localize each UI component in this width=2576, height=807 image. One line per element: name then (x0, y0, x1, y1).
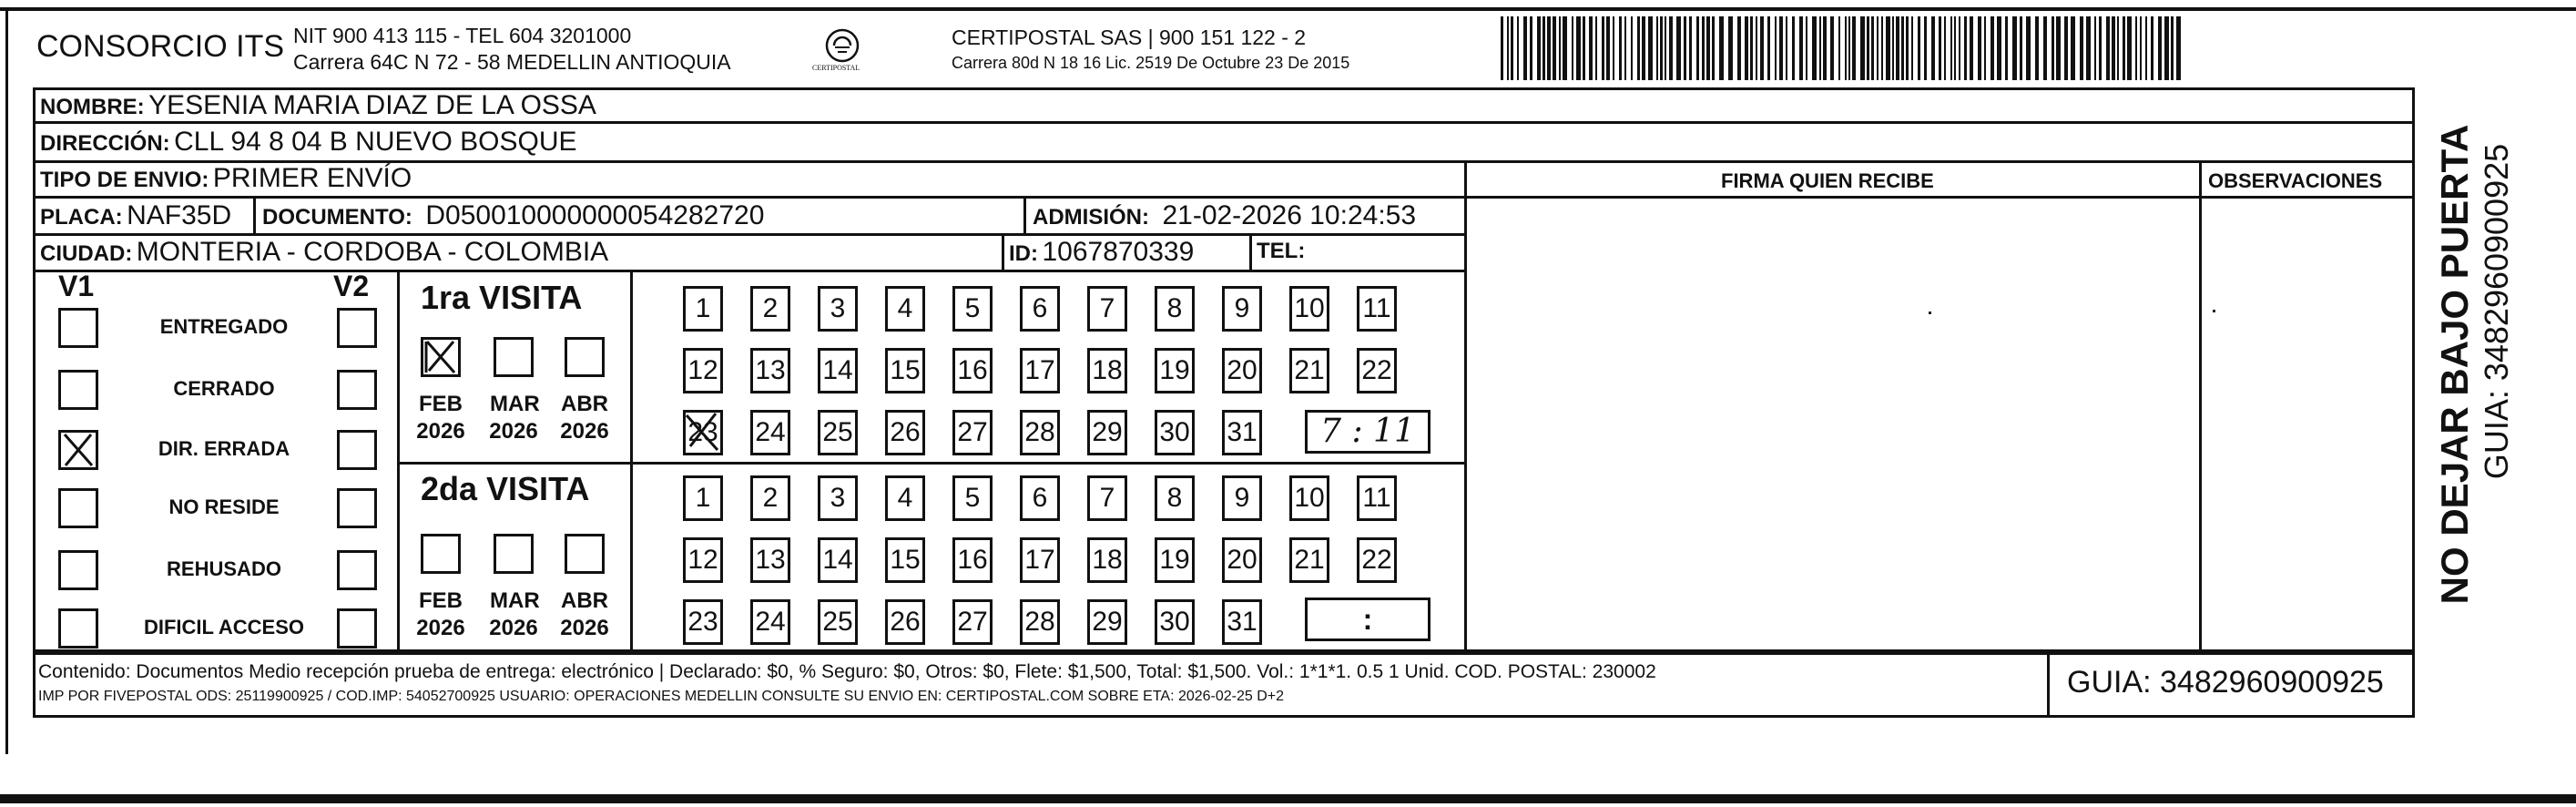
year-label: 2026 (416, 419, 465, 444)
second-visit-day-box[interactable] (1020, 537, 1060, 583)
first-visit-day-box[interactable] (683, 348, 723, 393)
day-number: 21 (1294, 545, 1325, 575)
ciudad-field (40, 237, 608, 268)
day-number: 31 (1227, 607, 1257, 637)
id-field (1009, 237, 1194, 268)
year-label: 2026 (489, 419, 538, 444)
day-number: 29 (1092, 417, 1123, 447)
first-visit-time: 7 : 11 (1320, 413, 1415, 450)
left-rule (5, 7, 8, 754)
day-number: 15 (890, 355, 921, 385)
day-number: 7 (1099, 293, 1115, 323)
day-number: 1 (695, 293, 711, 323)
first-visit-day-box[interactable] (818, 348, 858, 393)
day-number: 11 (1362, 483, 1391, 513)
year-label: 2026 (489, 616, 538, 640)
v2-checkbox[interactable] (337, 370, 377, 410)
second-visit-day-box[interactable] (1155, 537, 1195, 583)
second-visit-day-box[interactable] (1155, 475, 1195, 521)
day-number: 13 (755, 355, 786, 385)
day-number: 19 (1159, 545, 1190, 575)
month-label: FEB (419, 588, 463, 613)
first-visit-day-box[interactable] (1357, 348, 1397, 393)
second-visit-day-box[interactable] (1020, 475, 1060, 521)
second-visit-day-box[interactable] (952, 599, 993, 645)
v1-checkbox[interactable] (58, 308, 98, 348)
id-value: 1067870339 (1042, 237, 1195, 267)
second-visit-day-box[interactable] (1087, 475, 1127, 521)
first-visit-day-box[interactable] (1020, 410, 1060, 455)
v1-checkbox[interactable] (58, 370, 98, 410)
direccion-label: DIRECCIÓN: (40, 131, 170, 156)
first-visit-day-box[interactable] (1087, 410, 1127, 455)
second-visit-month-checkbox[interactable] (565, 534, 605, 574)
v2-checkbox[interactable] (337, 550, 377, 590)
company-nit: NIT 900 413 115 - TEL 604 3201000 (293, 24, 632, 47)
status-label: ENTREGADO (159, 315, 289, 338)
day-number: 8 (1166, 293, 1183, 323)
status-label: DIR. ERRADA (158, 437, 290, 460)
day-number: 14 (822, 355, 853, 385)
first-visit-day-box[interactable] (885, 410, 925, 455)
day-number: 4 (897, 483, 913, 513)
row-divider (33, 270, 1467, 272)
status-label: DIFICIL ACCESO (143, 616, 304, 638)
second-visit-day-box[interactable] (1020, 599, 1060, 645)
day-number: 30 (1159, 607, 1190, 637)
company-name: CONSORCIO ITS (36, 29, 285, 64)
year-label: 2026 (416, 616, 465, 640)
day-number: 17 (1024, 355, 1055, 385)
second-visit-day-box[interactable] (885, 599, 925, 645)
second-visit-day-box[interactable] (1222, 475, 1262, 521)
v1-checkbox[interactable] (58, 608, 98, 649)
day-number: 14 (822, 545, 853, 575)
documento-field (262, 200, 764, 231)
first-visit-time-box[interactable] (1305, 410, 1431, 454)
id-divider (1002, 233, 1004, 270)
top-rule (0, 7, 2576, 11)
certipostal-line2: Carrera 80d N 18 16 Lic. 2519 De Octubre 23 De 2015 (952, 54, 1350, 72)
month-label: MAR (490, 392, 540, 416)
certipostal-logo-icon (810, 26, 874, 80)
firma-area[interactable] (1467, 199, 2197, 650)
first-visit-day-box[interactable] (1020, 348, 1060, 393)
footer-contenido: Contenido: Documentos Medio recepción prueba de entrega: electrónico | Declarado: $0, % Seguro: $0, Otros: $0, Flete: $1,500, Total: $1,500. Vol.: 1*1*1. 0.5 1 Unid. COD. POSTAL: 230002 (38, 661, 1656, 682)
first-visit-day-box[interactable] (885, 286, 925, 332)
first-visit-day-box[interactable] (1155, 410, 1195, 455)
second-visit-day-box[interactable] (683, 599, 723, 645)
second-visit-day-box[interactable] (1357, 475, 1397, 521)
firma-label: FIRMA QUIEN RECIBE (1721, 169, 1934, 192)
day-number: 26 (890, 607, 921, 637)
second-visit-day-box[interactable] (885, 537, 925, 583)
day-number: 22 (1361, 355, 1392, 385)
documento-label: DOCUMENTO: (262, 205, 412, 230)
speck (1929, 312, 1931, 314)
second-visit-day-box[interactable] (1087, 537, 1127, 583)
first-visit-day-box[interactable] (952, 348, 993, 393)
first-visit-month-checkbox[interactable] (421, 337, 461, 377)
day-number: 9 (1234, 293, 1250, 323)
month-label: FEB (419, 392, 463, 416)
second-visit-day-box[interactable] (750, 599, 790, 645)
admision-field (1033, 200, 1416, 231)
day-number: 16 (957, 355, 988, 385)
tel-label: TEL: (1257, 239, 1306, 263)
first-visit-day-box[interactable] (1222, 410, 1262, 455)
day-number: 25 (822, 607, 853, 637)
second-visit-day-box[interactable] (1087, 599, 1127, 645)
day-number: 5 (964, 483, 981, 513)
day-cross-mark (683, 410, 723, 454)
day-number: 15 (890, 545, 921, 575)
day-number: 11 (1362, 293, 1391, 323)
first-visit-day-box[interactable] (750, 348, 790, 393)
day-number: 6 (1032, 293, 1048, 323)
second-visit-day-box[interactable] (1155, 599, 1195, 645)
first-visit-day-box[interactable] (1289, 348, 1329, 393)
day-number: 3 (830, 293, 846, 323)
v1-checkbox[interactable] (58, 550, 98, 590)
second-visit-day-box[interactable] (952, 475, 993, 521)
first-visit-month-checkbox[interactable] (565, 337, 605, 377)
month-label: ABR (561, 588, 608, 613)
first-visit-title: 1ra VISITA (421, 279, 583, 316)
placa-divider (253, 196, 256, 233)
day-number: 5 (964, 293, 981, 323)
side-warning: NO DEJAR BAJO PUERTA (2433, 124, 2476, 605)
v2-checkbox[interactable] (337, 608, 377, 649)
day-number: 25 (822, 417, 853, 447)
second-visit-title: 2da VISITA (421, 470, 590, 507)
day-number: 20 (1227, 545, 1257, 575)
company-address: Carrera 64C N 72 - 58 MEDELLIN ANTIOQUIA (293, 50, 731, 74)
day-number: 10 (1294, 293, 1325, 323)
day-number: 19 (1159, 355, 1190, 385)
tipo-value: PRIMER ENVÍO (212, 163, 412, 193)
status-label: NO RESIDE (168, 495, 280, 518)
first-visit-day-box[interactable] (818, 286, 858, 332)
v1-checkbox[interactable] (58, 430, 98, 470)
barcode (1501, 16, 2184, 80)
day-number: 12 (687, 355, 718, 385)
second-visit-day-box[interactable] (952, 537, 993, 583)
day-number: 7 (1099, 483, 1115, 513)
day-number: 21 (1294, 355, 1325, 385)
ciudad-value: MONTERIA - CORDOBA - COLOMBIA (136, 237, 609, 267)
day-number: 17 (1024, 545, 1055, 575)
second-visit-day-box[interactable] (750, 475, 790, 521)
day-number: 16 (957, 545, 988, 575)
v1-label: V1 (58, 270, 95, 302)
first-visit-day-box[interactable] (885, 348, 925, 393)
tipo-row (40, 163, 412, 194)
day-number: 12 (687, 545, 718, 575)
side-guia: GUIA: 3482960900925 (2478, 143, 2515, 480)
direccion-row (40, 127, 577, 158)
second-visit-day-box[interactable] (1289, 475, 1329, 521)
v2-label: V2 (333, 270, 370, 302)
second-visit-day-box[interactable] (683, 537, 723, 583)
second-visit-day-box[interactable] (1289, 537, 1329, 583)
day-number: 18 (1092, 355, 1123, 385)
documento-value: D050010000000054282720 (425, 200, 765, 230)
second-visit-day-box[interactable] (818, 475, 858, 521)
day-number: 24 (755, 417, 786, 447)
day-number: 26 (890, 417, 921, 447)
tipo-label: TIPO DE ENVIO: (40, 168, 209, 192)
second-visit-day-box[interactable] (1357, 537, 1397, 583)
second-visit-month-checkbox[interactable] (494, 534, 534, 574)
first-visit-day-box[interactable] (1289, 286, 1329, 332)
certipostal-logo-text: CERTIPOSTAL (812, 64, 860, 72)
day-number: 23 (687, 607, 718, 637)
observaciones-area[interactable] (2202, 199, 2413, 650)
first-visit-day-box[interactable] (818, 410, 858, 455)
observaciones-label: OBSERVACIONES (2208, 169, 2383, 192)
day-number: 24 (755, 607, 786, 637)
first-visit-day-box[interactable] (1222, 286, 1262, 332)
first-visit-day-box[interactable] (1155, 348, 1195, 393)
placa-value: NAF35D (127, 200, 232, 230)
day-number: 28 (1024, 607, 1055, 637)
first-visit-day-box[interactable] (750, 286, 790, 332)
status-label: REHUSADO (167, 557, 281, 580)
day-number: 13 (755, 545, 786, 575)
v2-checkbox[interactable] (337, 308, 377, 348)
day-number: 8 (1166, 483, 1183, 513)
day-number: 29 (1092, 607, 1123, 637)
month-label: MAR (490, 588, 540, 613)
second-visit-month-checkbox[interactable] (421, 534, 461, 574)
placa-field (40, 200, 231, 231)
v2-checkbox[interactable] (337, 488, 377, 528)
placa-label: PLACA: (40, 205, 123, 230)
second-visit-day-box[interactable] (750, 537, 790, 583)
id-label: ID: (1009, 241, 1038, 266)
second-visit-day-box[interactable] (683, 475, 723, 521)
day-number: 1 (695, 483, 711, 513)
row-divider (33, 121, 2415, 124)
month-label: ABR (561, 392, 608, 416)
first-visit-day-box[interactable] (1087, 286, 1127, 332)
first-visit-day-box[interactable] (750, 410, 790, 455)
first-visit-day-box[interactable] (1087, 348, 1127, 393)
day-number: 6 (1032, 483, 1048, 513)
v2-checkbox[interactable] (337, 430, 377, 470)
visit-divider (397, 462, 1464, 465)
admision-divider (1023, 196, 1026, 233)
first-visit-day-box[interactable] (952, 286, 993, 332)
first-visit-day-box[interactable] (1357, 286, 1397, 332)
bottom-rule (0, 794, 2576, 803)
tel-divider (1249, 233, 1252, 270)
second-visit-day-box[interactable] (885, 475, 925, 521)
year-label: 2026 (560, 616, 609, 640)
day-number: 27 (957, 607, 988, 637)
day-number: 30 (1159, 417, 1190, 447)
day-number: 9 (1234, 483, 1250, 513)
direccion-value: CLL 94 8 04 B NUEVO BOSQUE (174, 127, 577, 157)
admision-label: ADMISIÓN: (1033, 205, 1149, 230)
row-divider (33, 196, 1467, 199)
ciudad-label: CIUDAD: (40, 241, 133, 266)
nombre-row (40, 90, 596, 121)
first-visit-day-box[interactable] (683, 286, 723, 332)
v1-checkbox[interactable] (58, 488, 98, 528)
day-number: 3 (830, 483, 846, 513)
footer-imp-line: IMP POR FIVEPOSTAL ODS: 25119900925 / COD.IMP: 54052700925 USUARIO: OPERACIONES MEDELLIN CONSULTE SU ENVIO EN: CERTIPOSTAL.COM SOBRE ETA: 2026-02-25 D+2 (38, 689, 1285, 704)
second-visit-day-box[interactable] (1222, 537, 1262, 583)
tel-field (1257, 239, 1305, 264)
day-number: 2 (762, 293, 779, 323)
day-number: 28 (1024, 417, 1055, 447)
day-number: 4 (897, 293, 913, 323)
second-visit-day-box[interactable] (818, 537, 858, 583)
first-visit-day-box[interactable] (952, 410, 993, 455)
status-label: CERRADO (173, 377, 275, 400)
months-divider (630, 270, 633, 652)
day-number: 22 (1361, 545, 1392, 575)
day-number: 31 (1227, 417, 1257, 447)
day-number: 27 (957, 417, 988, 447)
first-visit-day-box[interactable] (1020, 286, 1060, 332)
year-label: 2026 (560, 419, 609, 444)
second-visit-day-box[interactable] (818, 599, 858, 645)
nombre-label: NOMBRE: (40, 95, 145, 119)
first-visit-day-box[interactable] (1155, 286, 1195, 332)
nombre-value: YESENIA MARIA DIAZ DE LA OSSA (148, 90, 596, 120)
first-visit-month-checkbox[interactable] (494, 337, 534, 377)
day-number: 20 (1227, 355, 1257, 385)
second-visit-day-box[interactable] (1222, 599, 1262, 645)
day-number: 10 (1294, 483, 1325, 513)
second-visit-time: : (1362, 603, 1373, 636)
day-number: 23 (687, 417, 718, 447)
first-visit-day-box[interactable] (1222, 348, 1262, 393)
first-visit-day-box[interactable] (683, 410, 723, 455)
day-number: 18 (1092, 545, 1123, 575)
day-number: 2 (762, 483, 779, 513)
admision-value: 21-02-2026 10:24:53 (1162, 200, 1417, 230)
status-divider (397, 270, 400, 652)
second-visit-time-box[interactable] (1305, 598, 1431, 641)
certipostal-line1: CERTIPOSTAL SAS | 900 151 122 - 2 (952, 26, 1307, 49)
footer-guia: GUIA: 3482960900925 (2067, 665, 2384, 700)
